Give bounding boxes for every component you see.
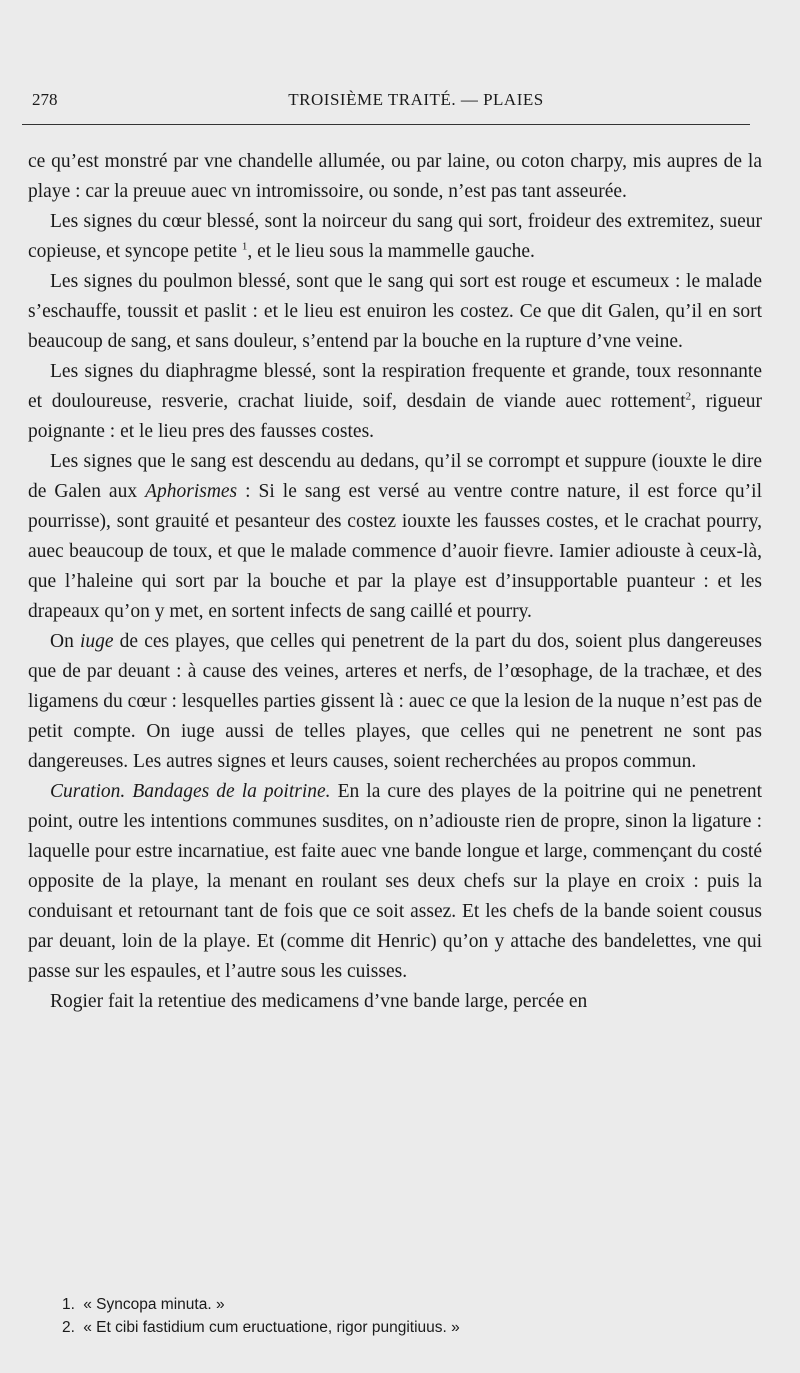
paragraph	[28, 147, 762, 207]
paragraph	[28, 357, 762, 447]
paragraph	[28, 627, 762, 777]
text-run: Les signes du cœur blessé, sont la noirceur du sang qui sort, froideur des extremitez, sueur copieuse, et syncope petite	[28, 211, 762, 262]
body-text	[28, 147, 762, 1017]
paragraph	[28, 987, 762, 1017]
footnote-ref: 2	[685, 390, 692, 403]
text-run: Les signes que le sang est descendu au dedans, qu’il se corrompt et suppure (iouxte le dire de Galen aux	[28, 451, 762, 502]
footnote	[62, 1293, 742, 1316]
footnotes	[62, 1293, 742, 1339]
footnote-number: 2.	[62, 1319, 75, 1336]
footnote-ref: 1	[241, 240, 248, 253]
text-run: , rigueur poignante : et le lieu pres des fausses costes.	[28, 391, 762, 442]
text-run: On	[50, 631, 80, 652]
page-number: 278	[32, 90, 58, 109]
header-rule	[22, 124, 750, 125]
text-run: En la cure des playes de la poitrine qui ne penetrent point, outre les intentions communes susdites, on n’adiouste rien de propre, sinon la ligature : laquelle pour estre incarnatiue, est faite auec vne bande longue et large, commençant du costé opposite de la playe, la menant en roulant ses deux chefs sur la playe en croix : puis la conduisant et retournant tant de fois que ce soit assez. Et les chefs de la bande soient cousus par deuant, loin de la playe. Et (comme dit Henric) qu’on y attache des bandelettes, vne qui passe sur les espaules, et l’autre sous les cuisses.	[28, 781, 762, 982]
footnote-number: 1.	[62, 1296, 75, 1313]
text-run: Rogier fait la retentiue des medicamens d’vne bande large, percée en	[50, 991, 588, 1012]
text-run: iuge	[79, 631, 114, 652]
text-run: Les signes du diaphragme blessé, sont la respiration frequente et grande, toux resonnante et douloureuse, resverie, crachat liuide, soif, desdain de viande auec rottement	[28, 361, 762, 412]
text-run: de ces playes, que celles qui penetrent de la part du dos, soient plus dangereuses que de par deuant : à cause des veines, arteres et nerfs, de l’œsophage, de la trachæe, et des ligamens du cœur : lesquelles parties gissent là : auec ce que la lesion de la nuque n’est pas de petit compte. On iuge aussi de telles playes, que celles qui ne penetrent ne sont pas dangereuses. Les autres signes et leurs causes, soient recherchées au propos commun.	[28, 631, 762, 772]
text-run: ce qu’est monstré par vne chandelle allumée, ou par laine, ou coton charpy, mis aupres de la playe : car la preuue auec vn intromissoire, ou sonde, n’est pas tant asseurée.	[28, 151, 762, 202]
text-run: : Si le sang est versé au ventre contre nature, il est force qu’il pourrisse), sont grauité et pesanteur des costez iouxte les fausses costes, et le crachat pourry, auec beaucoup de toux, et que le malade commence d’auoir fievre. Iamier adiouste à ceux-là, que l’haleine qui sort par la bouche et par la playe est d’insupportable puanteur : et les drapeaux qu’on y met, en sortent infects de sang caillé et pourry.	[28, 481, 762, 622]
paragraph	[28, 207, 762, 267]
running-title: TROISIÈME TRAITÉ. — PLAIES	[288, 90, 544, 109]
text-run: , et le lieu sous la mammelle gauche.	[247, 241, 535, 262]
text-run: Les signes du poulmon blessé, sont que le sang qui sort est rouge et escumeux : le malade s’eschauffe, toussit et paslit : et le lieu est enuiron les costez. Ce que dit Galen, qu’il en sort beaucoup de sang, et sans douleur, s’entend par la bouche en la rupture d’vne veine.	[28, 271, 762, 352]
paragraph	[28, 777, 762, 987]
footnote	[62, 1316, 742, 1339]
page-header	[32, 90, 750, 112]
paragraph	[28, 447, 762, 627]
footnote-text: « Syncopa minuta. »	[83, 1296, 225, 1313]
text-run: Curation. Bandages de la poitrine.	[50, 781, 331, 802]
text-run: Aphorismes	[145, 481, 238, 502]
paragraph	[28, 267, 762, 357]
footnote-text: « Et cibi fastidium cum eructuatione, rigor pungitiuus. »	[83, 1319, 460, 1336]
